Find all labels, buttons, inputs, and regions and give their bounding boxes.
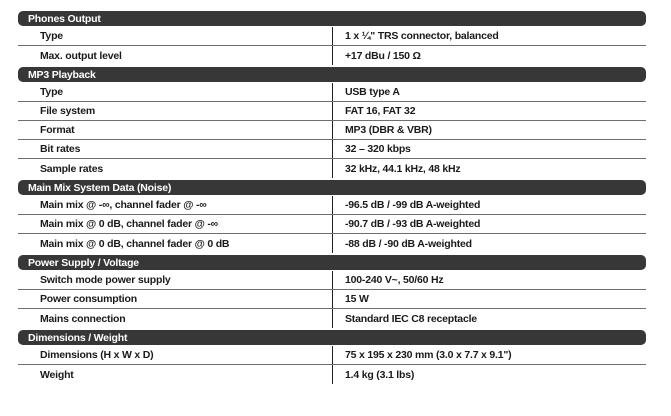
section-title: Main Mix System Data (Noise)	[28, 181, 172, 194]
spec-value: 32 – 320 kbps	[332, 140, 646, 158]
spec-value: 75 x 195 x 230 mm (3.0 x 7.7 x 9.1")	[332, 346, 646, 364]
spec-label: Type	[40, 30, 63, 42]
section-main-mix-noise	[18, 180, 646, 253]
spec-value: Standard IEC C8 receptacle	[332, 309, 646, 328]
section-title: MP3 Playback	[28, 68, 96, 81]
spec-label: Type	[40, 86, 63, 98]
spec-label: Switch mode power supply	[40, 274, 171, 286]
spec-label: Power consumption	[40, 293, 137, 305]
table-row	[18, 346, 646, 365]
spec-value: -96.5 dB / -99 dB A-weighted	[332, 196, 646, 214]
table-row	[18, 102, 646, 121]
spec-value: 15 W	[332, 290, 646, 308]
spec-label: Main mix @ 0 dB, channel fader @ 0 dB	[40, 237, 230, 250]
spec-value: 1.4 kg (3.1 lbs)	[332, 365, 646, 384]
section-header	[18, 330, 646, 345]
section-title: Power Supply / Voltage	[28, 256, 139, 269]
table-row	[18, 196, 646, 215]
section-header	[18, 67, 646, 82]
table-row	[18, 83, 646, 102]
section-dimensions-weight	[18, 330, 646, 384]
section-header	[18, 180, 646, 195]
table-row	[18, 46, 646, 65]
spec-value: USB type A	[332, 83, 646, 101]
spec-value: 1 x ¼" TRS connector, balanced	[332, 27, 646, 45]
table-row	[18, 121, 646, 140]
section-header	[18, 11, 646, 26]
section-title: Phones Output	[28, 12, 101, 25]
table-row	[18, 271, 646, 290]
spec-label: Main mix @ -∞, channel fader @ -∞	[40, 199, 207, 211]
specifications-table	[18, 9, 646, 384]
spec-value: FAT 16, FAT 32	[332, 102, 646, 120]
table-row	[18, 215, 646, 234]
spec-label: Dimensions (H x W x D)	[40, 349, 154, 361]
section-title: Dimensions / Weight	[28, 331, 128, 344]
spec-label: Weight	[40, 368, 74, 381]
table-row	[18, 309, 646, 328]
spec-value: +17 dBu / 150 Ω	[332, 46, 646, 65]
spec-value: 100-240 V~, 50/60 Hz	[332, 271, 646, 289]
table-row	[18, 365, 646, 384]
spec-label: Mains connection	[40, 312, 126, 325]
table-row	[18, 234, 646, 253]
spec-value: -90.7 dB / -93 dB A-weighted	[332, 215, 646, 233]
spec-label: File system	[40, 105, 95, 117]
spec-label: Sample rates	[40, 162, 103, 175]
table-row	[18, 290, 646, 309]
spec-label: Main mix @ 0 dB, channel fader @ -∞	[40, 218, 218, 230]
spec-label: Format	[40, 124, 75, 136]
spec-label: Max. output level	[40, 49, 122, 62]
spec-value: 32 kHz, 44.1 kHz, 48 kHz	[332, 159, 646, 178]
section-header	[18, 255, 646, 270]
section-mp3-playback	[18, 67, 646, 178]
table-row	[18, 159, 646, 178]
spec-label: Bit rates	[40, 143, 81, 155]
spec-value: -88 dB / -90 dB A-weighted	[332, 234, 646, 253]
section-power-supply	[18, 255, 646, 328]
section-phones-output	[18, 11, 646, 65]
spec-value: MP3 (DBR & VBR)	[332, 121, 646, 139]
table-row	[18, 27, 646, 46]
table-row	[18, 140, 646, 159]
